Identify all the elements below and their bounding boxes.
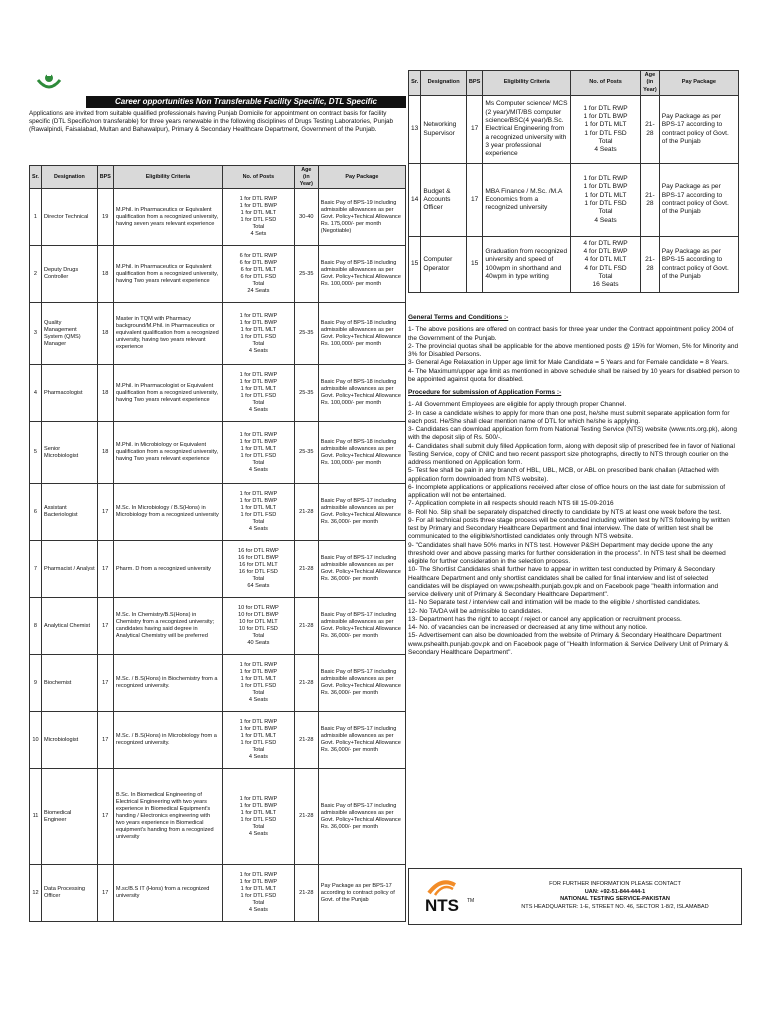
- general-term-item: 3- General Age Relaxation in Upper age limit for Male Candidate = 5 Years and for Female candidate = 8 Years.: [408, 359, 729, 367]
- row-pay: Basic Pay of BPS-18 including admissible allowances as per Govt. Policy+Techical Allowance Rs. 100,000/- per month: [318, 303, 405, 365]
- row-bps: 17: [97, 769, 113, 865]
- procedure-item: 2- In case a candidate wishes to apply for more than one post, he/she must submit separate application form for each post. He/She shall clear mention name of DTL for which he/she is applying.: [408, 409, 730, 425]
- col-age: Age (in Year): [641, 71, 660, 96]
- row-designation: Quality Management System (QMS) Manager: [41, 303, 97, 365]
- intro-paragraph: Applications are invited from suitable qualified professionals having Punjab Domicile for appointment on contract basis for facility specific (DTL Specific/non transferable) for three years renewable in the following disciplines of Drugs Testing Laboratories, Punjab (Rawalpindi, Faisalabad, Multan and Bahawalpur), Primary & Secondary Healthcare Department, Government of the Punjab.: [29, 110, 394, 134]
- row-bps: 17: [466, 164, 483, 237]
- col-sr: Sr.: [409, 71, 421, 96]
- row-posts: 1 for DTL RWP 1 for DTL BWP 1 for DTL MLT 1 for DTL FSD Total 4 Seats: [222, 422, 294, 484]
- row-designation: Senior Microbiologist: [41, 422, 97, 484]
- col-posts: No. of Posts: [222, 166, 294, 189]
- row-sr: 8: [30, 598, 42, 655]
- table-row: [30, 712, 406, 769]
- row-posts: 1 for DTL RWP 1 for DTL BWP 1 for DTL MLT 1 for DTL FSD Total 4 Seats: [222, 303, 294, 365]
- table-row: [30, 769, 406, 865]
- procedure-heading: Procedure for submission of Application Forms :-: [408, 389, 562, 396]
- row-bps: 17: [97, 484, 113, 541]
- row-pay: Basic Pay of BPS-18 including admissible allowances as per Govt. Policy+Techical Allowance Rs. 100,000/- per month: [318, 246, 405, 303]
- table-row: [30, 189, 406, 246]
- procedure-item: 10- The Shortlist Candidates shall further have to appear in written test conducted by Primary & Secondary Healthcare Department and only shortlist candidates shall be called for final interview and list of selected candidates will be displayed on www.pshealth.punjab.gov.pk and on Facebook page "health information and service delivery unit of Primary & Secondary Healthcare Department".: [408, 566, 719, 598]
- row-age: 21-28: [294, 769, 318, 865]
- row-criteria: Master in TQM with Pharmacy background/M.Phil. in Pharmaceutics or equivalent qualification from a recognized university, having two years relevant experience: [113, 303, 222, 365]
- row-age: 25-35: [294, 365, 318, 422]
- table-row: [30, 541, 406, 598]
- row-sr: 9: [30, 655, 42, 712]
- row-bps: 19: [97, 189, 113, 246]
- procedure-item: 15- Advertisement can also be downloaded from the website of Primary & Secondary Healthcare Department www.pshealth.punjab.gov.pk and on Facebook page of "Health Information & Service Delivery Unit of Primary & Secondary Healthcare Department".: [408, 632, 729, 656]
- row-pay: Basic Pay of BPS-17 including admissible allowances as per Govt. Policy+Techical Allowance Rs. 36,000/- per month: [318, 484, 405, 541]
- table-row: [30, 865, 406, 922]
- row-designation: Director Technical: [41, 189, 97, 246]
- row-pay: Basic Pay of BPS-18 including admissible allowances as per Govt. Policy+Techical Allowance Rs. 100,000/- per month: [318, 365, 405, 422]
- row-age: 25-35: [294, 303, 318, 365]
- row-designation: Assistant Bacteriologist: [41, 484, 97, 541]
- table-row: [30, 655, 406, 712]
- col-designation: Designation: [41, 166, 97, 189]
- procedure-item: 7- Application complete in all respects should reach NTS till 15-09-2016: [408, 500, 614, 508]
- row-criteria: M.Sc. In Microbiology / B.S(Hons) in Microbiology from a recognized university: [113, 484, 222, 541]
- contact-uan: UAN: +92-51-844-444-1: [584, 888, 646, 895]
- row-sr: 10: [30, 712, 42, 769]
- contact-org: NATIONAL TESTING SERVICE-PAKISTAN: [560, 896, 670, 903]
- row-pay: Basic Pay of BPS-18 including admissible allowances as per Govt. Policy+Techical Allowance Rs. 100,000/- per month: [318, 422, 405, 484]
- row-sr: 11: [30, 769, 42, 865]
- row-bps: 17: [466, 96, 483, 164]
- row-criteria: M.Phil. in Microbiology or Equivalent qualification from a recognized university, having Two years relevant experience: [113, 422, 222, 484]
- col-criteria: Eligibility Criteria: [113, 166, 222, 189]
- row-posts: 1 for DTL RWP 1 for DTL BWP 1 for DTL MLT 1 for DTL FSD Total 4 Seats: [222, 484, 294, 541]
- row-designation: Analytical Chemist: [41, 598, 97, 655]
- row-pay: Pay Package as per BPS-17 according to contract policy of Govt. of the Punjab: [318, 865, 405, 922]
- row-criteria: Graduation from recognized university and speed of 100wpm in shorthand and 40wpm in type writing: [483, 237, 571, 293]
- contact-info: [489, 881, 741, 911]
- col-criteria: Eligibility Criteria: [483, 71, 571, 96]
- row-posts: 1 for DTL RWP 1 for DTL BWP 1 for DTL MLT 1 for DTL FSD Total 4 Sets: [222, 189, 294, 246]
- row-sr: 2: [30, 246, 42, 303]
- col-pay: Pay Package: [659, 71, 738, 96]
- row-criteria: M.Phil. in Pharmaceutics or Equivalent qualification from a recognized university, having seven years relevant experience: [113, 189, 222, 246]
- procedure-item: 9- For all technical posts three stage process will be conducted including written test by NTS following by written test by Primary and Secondary Healthcare Department and final interview. The date of written test shall be communicated to the eligible/shortlisted candidates only through NTS website.: [408, 516, 730, 541]
- row-posts: 1 for DTL RWP 1 for DTL BWP 1 for DTL MLT 1 for DTL FSD Total 4 Seats: [571, 164, 641, 237]
- row-age: 21-28: [294, 598, 318, 655]
- row-sr: 1: [30, 189, 42, 246]
- contact-footer: [408, 868, 742, 925]
- row-bps: 17: [97, 655, 113, 712]
- table-row: [409, 164, 739, 237]
- row-designation: Microbiologist: [41, 712, 97, 769]
- row-sr: 5: [30, 422, 42, 484]
- general-terms-heading: General Terms and Conditions :-: [408, 314, 509, 321]
- page-banner: Career opportunities Non Transferable Facility Specific, DTL Specific: [86, 96, 406, 108]
- row-bps: 18: [97, 303, 113, 365]
- row-pay: Pay Package as per BPS-15 according to contract policy of Govt. of the Punjab: [659, 237, 738, 293]
- row-sr: 4: [30, 365, 42, 422]
- col-bps: BPS: [97, 166, 113, 189]
- row-sr: 15: [409, 237, 421, 293]
- row-age: 21-28: [294, 712, 318, 769]
- general-term-item: 1- The above positions are offered on contract basis for three year under the Contract appointment policy 2004 of the Government of the Punjab.: [408, 326, 734, 342]
- procedure-item: 14- No. of vacancies can be increased or decreased at any time without any notice.: [408, 624, 648, 631]
- row-posts: 16 for DTL RWP 16 for DTL BWP 16 for DTL MLT 16 for DTL FSD Total 64 Seats: [222, 541, 294, 598]
- row-designation: Networking Supervisor: [421, 96, 467, 164]
- table-row: [30, 303, 406, 365]
- row-bps: 18: [97, 422, 113, 484]
- table-row: [30, 246, 406, 303]
- row-age: 30-40: [294, 189, 318, 246]
- procedure-item: 8- Roll No. Slip shall be separately dispatched directly to candidate by NTS at least one week before the test.: [408, 508, 722, 516]
- row-criteria: M.sc/B.S IT (Hons) from a recognized university: [113, 865, 222, 922]
- row-posts: 6 for DTL RWP 6 for DTL BWP 6 for DTL MLT 6 for DTL FSD Total 24 Seats: [222, 246, 294, 303]
- contact-address: NTS HEADQUARTER: 1-E, STREET NO. 46, SECTOR 1-8/2, ISLAMABAD: [521, 903, 709, 910]
- row-pay: Basic Pay of BPS-17 including admissible allowances as per Govt. Policy+Techical Allowance Rs. 36,000/- per month: [318, 769, 405, 865]
- table-row: [30, 598, 406, 655]
- row-pay: Pay Package as per BPS-17 according to contract policy of Govt. of the Punjab: [659, 164, 738, 237]
- row-age: 21-28: [294, 541, 318, 598]
- row-criteria: M.Phil. in Pharmaceutics or Equivalent qualification from a recognized university, having Two years relevant experience: [113, 246, 222, 303]
- nts-logo-text: NTS: [425, 896, 459, 915]
- row-designation: Pharmacist / Analyst: [41, 541, 97, 598]
- row-criteria: M.Sc. / B.S(Hons) in Biochemistry from a recognized university.: [113, 655, 222, 712]
- procedure-item: 1- All Government Employees are eligible for apply through proper Channel.: [408, 401, 627, 409]
- table-row: [409, 237, 739, 293]
- row-sr: 3: [30, 303, 42, 365]
- row-pay: Basic Pay of BPS-17 including admissible allowances as per Govt. Policy+Techical Allowance Rs. 36,000/- per month: [318, 598, 405, 655]
- row-criteria: M.Phil. in Pharmacologist or Equivalent qualification from a recognized university, having Two years relevant experience: [113, 365, 222, 422]
- row-criteria: M.Sc. In Chemistry/B.S(Hons) in Chemistry from a recognized university; candidates having said degree in Analytical Chemistry will be preferred: [113, 598, 222, 655]
- table-row: [30, 422, 406, 484]
- row-posts: 4 for DTL RWP 4 for DTL BWP 4 for DTL MLT 4 for DTL FSD Total 16 Seats: [571, 237, 641, 293]
- procedure-list: [408, 401, 740, 657]
- general-term-item: 4- The Maximum/upper age limit as mentioned in above schedule shall be raised by 10 years for disabled person to be appointed against quota for disabled.: [408, 367, 740, 383]
- procedure-item: 11- No Separate test / interview call and intimation will be made to the eligible / shortlisted candidates.: [408, 599, 701, 607]
- procedure-item: 6- Incomplete applications or applications received after close of office hours on the last date for submission of application will not be entertained.: [408, 483, 726, 499]
- left-jobs-table: [29, 165, 406, 922]
- row-designation: Deputy Drugs Controller: [41, 246, 97, 303]
- row-bps: 17: [97, 541, 113, 598]
- row-bps: 17: [97, 598, 113, 655]
- row-age: 25-35: [294, 422, 318, 484]
- table-row: [409, 96, 739, 164]
- row-posts: 1 for DTL RWP 1 for DTL BWP 1 for DTL MLT 1 for DTL FSD Total 4 Seats: [222, 865, 294, 922]
- row-pay: Basic Pay of BPS-19 including admissible allowances as per Govt. Policy+Techical Allowance Rs. 175,000/- per month (Negotiable): [318, 189, 405, 246]
- row-sr: 13: [409, 96, 421, 164]
- row-criteria: MBA Finance / M.Sc. /M.A Economics from a recognized university: [483, 164, 571, 237]
- row-criteria: Pharm. D from a recognized university: [113, 541, 222, 598]
- row-posts: 10 for DTL RWP 10 for DTL BWP 10 for DTL MLT 10 for DTL FSD Total 40 Seats: [222, 598, 294, 655]
- row-designation: Biomedical Engineer: [41, 769, 97, 865]
- col-bps: BPS: [466, 71, 483, 96]
- row-sr: 7: [30, 541, 42, 598]
- row-bps: 18: [97, 246, 113, 303]
- row-age: 21-28: [294, 865, 318, 922]
- row-posts: 1 for DTL RWP 1 for DTL BWP 1 for DTL MLT 1 for DTL FSD Total 4 Seats: [222, 365, 294, 422]
- row-bps: 15: [466, 237, 483, 293]
- general-terms-list: [408, 326, 740, 384]
- col-pay: Pay Package: [318, 166, 405, 189]
- right-jobs-table: [408, 70, 739, 293]
- nts-logo: [421, 875, 481, 915]
- procedure-item: 12- No TA/DA will be admissible to candidates.: [408, 607, 543, 615]
- row-age: 25-35: [294, 246, 318, 303]
- row-designation: Biochemist: [41, 655, 97, 712]
- col-sr: Sr.: [30, 166, 42, 189]
- general-term-item: 2- The provincial quotas shall be applicable for the above mentioned posts @ 15% for Women, 5% for Minority and 3% for Disabled Persons.: [408, 342, 739, 358]
- table-row: [30, 365, 406, 422]
- row-sr: 14: [409, 164, 421, 237]
- row-age: 21-28: [294, 484, 318, 541]
- row-criteria: Ms Computer science/ MCS (2 year)/MIT/BS computer science/BSC(4 year)/B.Sc. Electrical Engineering from a recognized university with 3 year professional experience: [483, 96, 571, 164]
- row-designation: Pharmacologist: [41, 365, 97, 422]
- row-posts: 1 for DTL RWP 1 for DTL BWP 1 for DTL MLT 1 for DTL FSD Total 4 Seats: [222, 655, 294, 712]
- row-sr: 6: [30, 484, 42, 541]
- row-sr: 12: [30, 865, 42, 922]
- procedure-item: 5- Test fee shall be pain in any branch of HBL, UBL, MCB, or ABL on prescribed bank challan (Attached with application form downloaded from NTS website).: [408, 467, 719, 483]
- row-pay: Basic Pay of BPS-17 including admissible allowances as per Govt. Policy+Techical Allowance Rs. 36,000/- per month: [318, 541, 405, 598]
- row-designation: Data Processing Officer: [41, 865, 97, 922]
- row-criteria: M.Sc. / B.S(Hons) in Microbiology from a recognized university.: [113, 712, 222, 769]
- table-header-row: [30, 166, 406, 189]
- row-posts: 1 for DTL RWP 1 for DTL BWP 1 for DTL MLT 1 for DTL FSD Total 4 Seats: [222, 712, 294, 769]
- table-header-row: [409, 71, 739, 96]
- row-criteria: B.Sc. In Biomedical Engineering of Electrical Engineering with two years experience in Biomedical Equipment's handing / Electronics engineering with two years experience in Biomedical equipment's handing from a recognized university: [113, 769, 222, 865]
- procedure-item: 13- Department has the right to accept / reject or cancel any application or recruitment process.: [408, 615, 682, 623]
- row-designation: Budget & Accounts Officer: [421, 164, 467, 237]
- procedure-item: 3- Candidates can download application form from National Testing Service (NTS) website (www.nts.org.pk), along with the deposit slip of Rs. 500/-.: [408, 426, 738, 442]
- row-age: 21-28: [641, 96, 660, 164]
- procedure-item: 4- Candidates shall submit duly filled Application form, along with deposit slip of prescribed fee in favor of National Testing Service, copy of CNIC and two recent passport size photographs, directly to NTS through courier on the address mentioned on Application form.: [408, 442, 735, 466]
- row-posts: 1 for DTL RWP 1 for DTL BWP 1 for DTL MLT 1 for DTL FSD Total 4 Seats: [571, 96, 641, 164]
- table-row: [30, 484, 406, 541]
- row-age: 21-28: [294, 655, 318, 712]
- row-pay: Basic Pay of BPS-17 including admissible allowances as per Govt. Policy+Techical Allowance Rs. 36,000/- per month: [318, 712, 405, 769]
- col-designation: Designation: [421, 71, 467, 96]
- col-age: Age (in Year): [294, 166, 318, 189]
- row-pay: Basic Pay of BPS-17 including admissible allowances as per Govt. Policy+Techical Allowance Rs. 36,000/- per month: [318, 655, 405, 712]
- row-posts: 1 for DTL RWP 1 for DTL BWP 1 for DTL MLT 1 for DTL FSD Total 4 Seats: [222, 769, 294, 865]
- procedure-item: 9- "Candidates shall have 50% marks in NTS test. However P&SH Department may decide upone the any threshold over and above passing marks for further consideration in the process". In NTS test shall be deemed eligible for further consideration in the selection process.: [408, 541, 726, 565]
- col-posts: No. of Posts: [571, 71, 641, 96]
- row-age: 21-28: [641, 164, 660, 237]
- nts-tm-text: TM: [467, 898, 475, 904]
- row-bps: 17: [97, 865, 113, 922]
- contact-line-1: FOR FURTHER INFORMATION PLEASE CONTACT: [549, 881, 681, 887]
- row-bps: 17: [97, 712, 113, 769]
- terms-section: [408, 314, 740, 657]
- row-bps: 18: [97, 365, 113, 422]
- row-designation: Computer Operator: [421, 237, 467, 293]
- punjab-logo-icon: [34, 72, 64, 94]
- row-pay: Pay Package as per BPS-17 according to contract policy of Govt. of the Punjab: [659, 96, 738, 164]
- row-age: 21-28: [641, 237, 660, 293]
